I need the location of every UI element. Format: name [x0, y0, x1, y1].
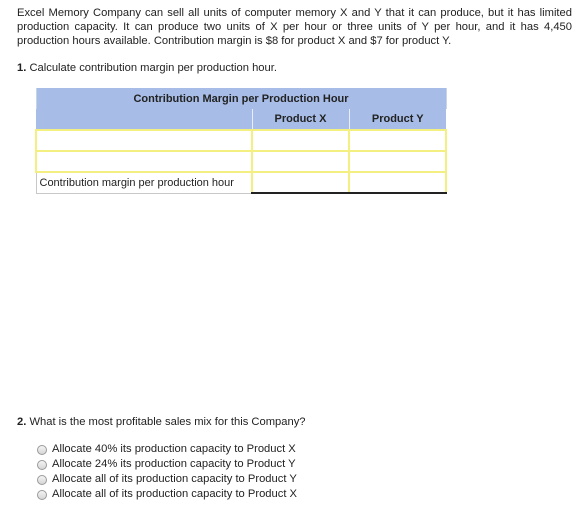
question-2-text: What is the most profitable sales mix for this Company?	[29, 416, 306, 428]
option-label[interactable]: Allocate all of its production capacity to Product Y	[52, 473, 297, 485]
radio-button[interactable]	[37, 475, 47, 485]
contribution-margin-table	[35, 88, 447, 194]
row-2-product-y-input[interactable]	[349, 151, 446, 172]
question-1-number: 1.	[17, 62, 27, 74]
row-1-product-x-input[interactable]	[252, 130, 349, 151]
radio-button[interactable]	[37, 460, 47, 470]
column-header-product-y: Product Y	[349, 109, 446, 130]
option-label[interactable]: Allocate 24% its production capacity to Product Y	[52, 458, 296, 470]
question-2	[17, 416, 306, 428]
option-item[interactable]	[37, 472, 297, 487]
radio-button[interactable]	[37, 445, 47, 455]
row-1-product-y-input[interactable]	[349, 130, 446, 151]
row-1-label-input[interactable]	[36, 130, 252, 151]
option-item[interactable]	[37, 487, 297, 502]
question-1	[17, 62, 277, 74]
sales-mix-options	[37, 442, 297, 502]
radio-button[interactable]	[37, 490, 47, 500]
option-item[interactable]	[37, 457, 297, 472]
header-blank-cell	[36, 109, 252, 130]
row-2-label-input[interactable]	[36, 151, 252, 172]
table-title: Contribution Margin per Production Hour	[36, 88, 446, 109]
row-3-label: Contribution margin per production hour	[36, 172, 252, 193]
question-2-number: 2.	[17, 416, 27, 428]
question-1-text: Calculate contribution margin per production hour.	[29, 62, 277, 74]
problem-statement: Excel Memory Company can sell all units of computer memory X and Y that it can produce, but it has limited production capacity. It can produce two units of X per hour or three units of Y per hour, and it has 4,450 production hours available. Contribution margin is $8 for product X and $7 for product Y.	[17, 7, 572, 47]
row-3-product-x-input[interactable]	[252, 172, 349, 193]
option-label[interactable]: Allocate 40% its production capacity to Product X	[52, 443, 296, 455]
column-header-product-x: Product X	[252, 109, 349, 130]
row-2-product-x-input[interactable]	[252, 151, 349, 172]
option-label[interactable]: Allocate all of its production capacity to Product X	[52, 488, 298, 500]
row-3-product-y-input[interactable]	[349, 172, 446, 193]
option-item[interactable]	[37, 442, 297, 457]
